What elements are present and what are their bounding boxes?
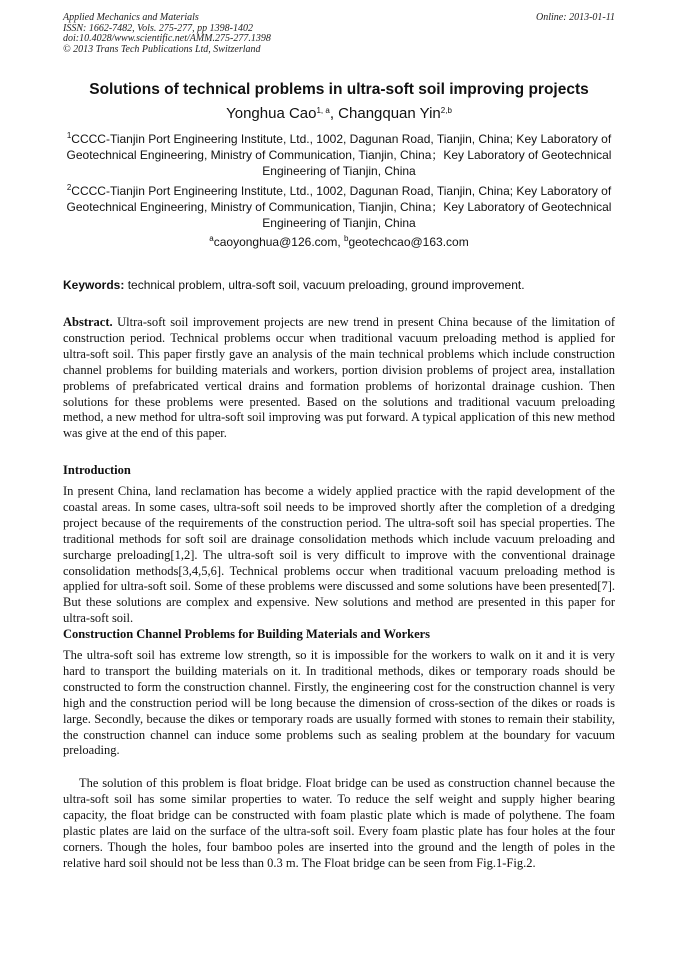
author-2-affil-marker: 2,b	[440, 106, 452, 115]
publication-header	[63, 13, 271, 55]
abstract	[63, 315, 615, 442]
doi-line: doi:10.4028/www.scientific.net/AMM.275-277.1398	[63, 33, 271, 44]
online-date: Online: 2013-01-11	[536, 12, 615, 23]
author-1: Yonghua Cao	[226, 105, 317, 122]
affiliation-1-text: CCCC-Tianjin Port Engineering Institute, Ltd., 1002, Dagunan Road, Tianjin, China; Key Laboratory of Geotechnical Engineering, Ministry of Communication, Tianjin, China；Key Laboratory of Geotechnical Engineering of Tianjin, China	[66, 132, 612, 178]
keywords-text: technical problem, ultra-soft soil, vacuum preloading, ground improvement.	[124, 278, 525, 292]
journal-name: Applied Mechanics and Materials	[63, 12, 199, 23]
author-line	[40, 104, 638, 124]
email-b[interactable]: geotechcao@163.com	[348, 235, 469, 249]
email-line	[63, 234, 615, 250]
author-1-affil-marker: 1, a	[316, 106, 330, 115]
affiliation-1-marker: 1	[66, 131, 72, 140]
abstract-text: Ultra-soft soil improvement projects are new trend in present China because of the limitation of construction period. Technical problems occur when traditional vacuum preloading method is applied for ultra-soft soil. This paper firstly gave an analysis of the main technical problems which include construction channel problems for building materials and workers, portion division problems of project area, installation problems of prefabricated vertical drains and formation problems of horizontal drainage cushion. Then solutions for these problems were presented. Based on the solutions and traditional vacuum preloading method, a new method for ultra-soft soil improving was put forward. A typical application of this new method was give at the end of this paper.	[63, 315, 615, 441]
email-a[interactable]: caoyonghua@126.com	[213, 235, 338, 249]
introduction-heading: Introduction	[63, 463, 131, 477]
affiliation-2	[63, 183, 615, 231]
author-2: Changquan Yin	[338, 105, 441, 122]
affiliation-1	[63, 131, 615, 179]
email-a-marker: a	[209, 234, 214, 243]
abstract-label: Abstract.	[63, 315, 113, 329]
paper-title: Solutions of technical problems in ultra-soft soil improving projects	[89, 81, 589, 98]
affiliation-2-marker: 2	[66, 183, 72, 192]
copyright-line: © 2013 Trans Tech Publications Ltd, Switzerland	[63, 43, 261, 55]
keywords-label: Keywords:	[63, 278, 125, 292]
email-separator: ,	[337, 235, 344, 249]
keywords	[63, 277, 615, 293]
construction-channel-paragraph-1: The ultra-soft soil has extreme low strength, so it is impossible for the workers to walk on it and it is very hard to transport the building materials on it. In traditional methods, dikes or temporary roads should be constructed to form the construction channel. Firstly, the engineering cost for the construction channel is very high and the construction period will be long because the dimension of cross-section of the dikes or roads is large. Secondly, because the dikes or temporary roads are usually formed with stones to remain their stability, the construction channel can induce some problems such as sealing problem at the boundary for vacuum preloading.	[63, 648, 615, 758]
introduction-paragraph: In present China, land reclamation has become a widely applied practice with the rapid development of the coastal areas. In some cases, ultra-soft soil needs to be improved shortly after the completion of a dredging project because of the requirements of the construction period. The ultra-soft soil has special properties. The traditional methods for soft soil are drainage consolidation methods which include vacuum preloading and surcharge preloading[1,2]. The ultra-soft soil is very difficult to improve with the conventional drainage consolidation methods[3,4,5,6]. Technical problems occur when traditional vacuum preloading method is applied for ultra-soft soil. Some of these problems were discussed and some solutions have been presented[7]. But these solutions are complex and expensive. New solutions and method are presented in this paper for ultra-soft soil.	[63, 484, 615, 626]
author-separator: ,	[329, 105, 339, 122]
email-b-marker: b	[344, 234, 349, 243]
construction-channel-heading: Construction Channel Problems for Building Materials and Workers	[63, 627, 431, 641]
construction-channel-paragraph-2: The solution of this problem is float bridge. Float bridge can be used as construction channel because the ultra-soft soil has some similar properties to water. To reduce the self weight and supply higher bearing capacity, the float bridge can be constructed with foam plastic plate which is made of polythene. The foam plastic plates are laid on the surface of the ultra-soft soil. Every foam plastic plate has four holes at the four corners. Though the holes, four bamboo poles are inserted into the ground and the length of poles in the relative hard soil should not be less than 0.3 m. The Float bridge can be seen from Fig.1-Fig.2.	[63, 776, 615, 870]
affiliation-2-text: CCCC-Tianjin Port Engineering Institute, Ltd., 1002, Dagunan Road, Tianjin, China; Key Laboratory of Geotechnical Engineering, Ministry of Communication, Tianjin, China；Key Laboratory of Geotechnical Engineering of Tianjin, China	[66, 184, 612, 230]
issn-line: ISSN: 1662-7482, Vols. 275-277, pp 1398-1402	[63, 22, 253, 34]
